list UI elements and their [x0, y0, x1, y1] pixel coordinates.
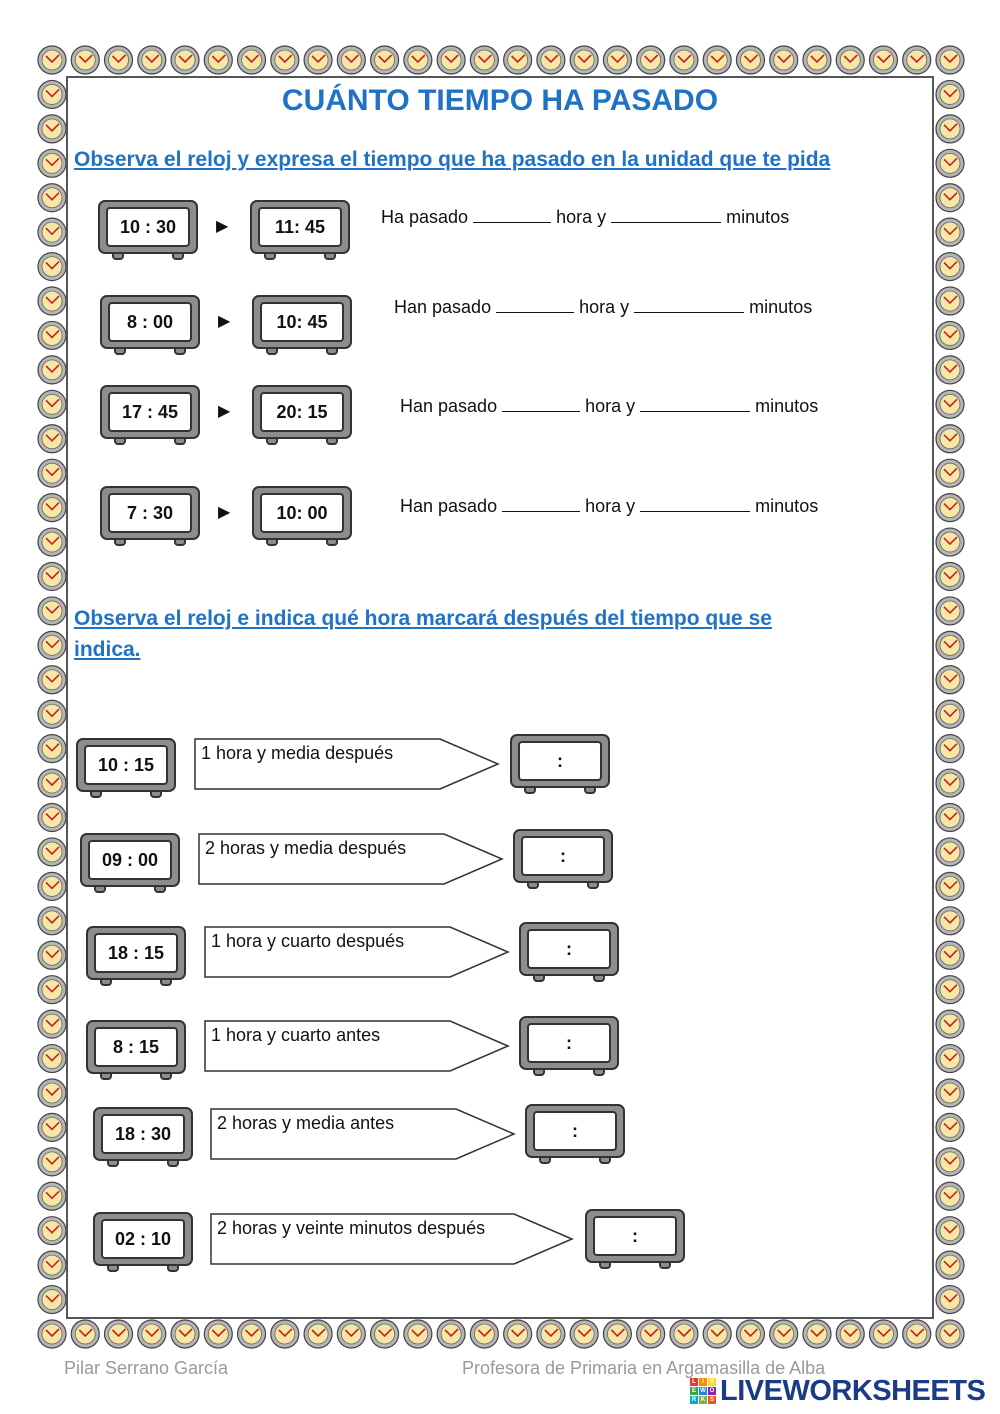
start-clock	[86, 926, 186, 988]
answer-clock[interactable]	[519, 1016, 619, 1078]
time-offset-tag	[194, 738, 500, 790]
border-clock-icon	[770, 1320, 798, 1348]
border-clock-icon	[504, 1320, 532, 1348]
arrow-right-icon: ▶	[216, 218, 229, 235]
border-clock-icon	[869, 1320, 897, 1348]
time-offset-tag	[210, 1108, 516, 1160]
border-clock-icon	[936, 735, 964, 763]
border-clock-icon	[404, 46, 432, 74]
border-clock-icon	[936, 1217, 964, 1245]
border-clock-icon	[337, 46, 365, 74]
minutes-blank[interactable]	[611, 208, 721, 223]
answer-clock[interactable]	[525, 1104, 625, 1166]
end-clock	[252, 486, 352, 548]
border-clock-icon	[38, 1182, 66, 1210]
border-clock-icon	[38, 769, 66, 797]
border-clock-icon	[836, 46, 864, 74]
start-clock	[98, 200, 198, 262]
minutes-blank[interactable]	[634, 298, 744, 313]
start-time: 8 : 15	[94, 1027, 178, 1067]
footer-role: Profesora de Primaria en Argamasilla de Alba	[462, 1358, 826, 1378]
border-clock-icon	[337, 1320, 365, 1348]
border-clock-icon	[38, 631, 66, 659]
border-clock-icon	[936, 459, 964, 487]
border-clock-icon	[803, 1320, 831, 1348]
end-time: 10: 00	[260, 493, 344, 533]
border-clock-icon	[570, 46, 598, 74]
logo-wordmark: LIVEWORKSHEETS	[720, 1374, 986, 1407]
border-clock-icon	[38, 321, 66, 349]
hours-blank[interactable]	[473, 208, 551, 223]
start-clock	[76, 738, 176, 800]
start-clock	[100, 295, 200, 357]
start-clock	[100, 486, 200, 548]
answer-time-input[interactable]: :	[518, 741, 602, 781]
start-clock	[100, 385, 200, 447]
border-clock-icon	[271, 46, 299, 74]
border-clock-icon	[637, 1320, 665, 1348]
end-clock	[250, 200, 350, 262]
start-time: 02 : 10	[101, 1219, 185, 1259]
border-clock-icon	[38, 872, 66, 900]
border-clock-icon	[38, 804, 66, 832]
border-clock-icon	[736, 1320, 764, 1348]
border-clock-icon	[936, 149, 964, 177]
border-clock-icon	[537, 46, 565, 74]
border-clock-icon	[936, 115, 964, 143]
border-clock-icon	[371, 46, 399, 74]
border-clock-icon	[803, 46, 831, 74]
border-clock-icon	[204, 46, 232, 74]
border-clock-icon	[936, 907, 964, 935]
border-clock-icon	[936, 1286, 964, 1314]
border-clock-icon	[936, 838, 964, 866]
border-clock-icon	[38, 838, 66, 866]
border-clock-icon	[936, 1113, 964, 1141]
section2-heading-line2: indica.	[74, 638, 141, 661]
border-clock-icon	[936, 976, 964, 1004]
minutes-blank[interactable]	[640, 497, 750, 512]
border-clock-icon	[38, 459, 66, 487]
border-clock-icon	[38, 149, 66, 177]
border-clock-icon	[936, 631, 964, 659]
border-clock-icon	[38, 1148, 66, 1176]
arrow-right-icon: ▶	[218, 504, 231, 521]
time-offset-label: 1 hora y media después	[201, 743, 394, 763]
start-time: 18 : 30	[101, 1114, 185, 1154]
border-clock-icon	[936, 287, 964, 315]
border-clock-icon	[38, 1113, 66, 1141]
start-time: 09 : 00	[88, 840, 172, 880]
border-clock-icon	[304, 46, 332, 74]
border-clock-icon	[903, 1320, 931, 1348]
border-clock-icon	[371, 1320, 399, 1348]
border-clock-icon	[936, 941, 964, 969]
border-clock-icon	[38, 976, 66, 1004]
border-clock-icon	[38, 1251, 66, 1279]
border-clock-icon	[470, 1320, 498, 1348]
border-clock-icon	[271, 1320, 299, 1348]
start-clock	[93, 1212, 193, 1274]
border-clock-icon	[936, 494, 964, 522]
answer-time-input[interactable]: :	[521, 836, 605, 876]
border-clock-icon	[936, 46, 964, 74]
time-offset-label: 1 hora y cuarto después	[211, 931, 405, 951]
border-clock-icon	[71, 46, 99, 74]
border-clock-icon	[936, 184, 964, 212]
page-title: CUÁNTO TIEMPO HA PASADO	[281, 84, 719, 117]
border-clock-icon	[603, 1320, 631, 1348]
border-clock-icon	[936, 804, 964, 832]
border-clock-icon	[38, 700, 66, 728]
border-clock-icon	[903, 46, 931, 74]
border-clock-icon	[936, 1079, 964, 1107]
border-clock-icon	[304, 1320, 332, 1348]
elapsed-sentence: Han pasado hora y minutos	[400, 496, 819, 516]
end-time: 11: 45	[258, 207, 342, 247]
start-time: 10 : 30	[106, 207, 190, 247]
border-clock-icon	[38, 425, 66, 453]
hours-blank[interactable]	[502, 497, 580, 512]
border-clock-icon	[936, 1251, 964, 1279]
border-clock-icon	[71, 1320, 99, 1348]
start-clock	[93, 1107, 193, 1169]
border-clock-icon	[936, 356, 964, 384]
border-clock-icon	[637, 46, 665, 74]
time-offset-label: 1 hora y cuarto antes	[211, 1025, 381, 1045]
border-clock-icon	[936, 425, 964, 453]
start-time: 18 : 15	[94, 933, 178, 973]
end-time: 20: 15	[260, 392, 344, 432]
border-clock-icon	[603, 46, 631, 74]
time-offset-tag	[204, 926, 510, 978]
border-clock-icon	[38, 907, 66, 935]
answer-time-input[interactable]: :	[593, 1216, 677, 1256]
hours-blank[interactable]	[502, 397, 580, 412]
start-time: 7 : 30	[108, 493, 192, 533]
border-clock-icon	[936, 597, 964, 625]
time-offset-label: 2 horas y media antes	[217, 1113, 395, 1133]
border-clock-icon	[936, 218, 964, 246]
start-clock	[80, 833, 180, 895]
footer-author: Pilar Serrano García	[64, 1358, 229, 1378]
border-clock-icon	[437, 46, 465, 74]
border-clock-icon	[38, 941, 66, 969]
end-time: 10: 45	[260, 302, 344, 342]
logo-grid-icon: L I V E W O R K S	[691, 1379, 715, 1403]
border-clock-icon	[936, 1182, 964, 1210]
border-clock-icon	[38, 1320, 66, 1348]
border-clock-icon	[38, 356, 66, 384]
border-clock-icon	[936, 769, 964, 797]
border-clock-icon	[936, 321, 964, 349]
border-clock-icon	[936, 1045, 964, 1073]
border-clock-icon	[404, 1320, 432, 1348]
section1-heading: Observa el reloj y expresa el tiempo que ha pasado en la unidad que te pida	[74, 148, 831, 171]
answer-clock[interactable]	[585, 1209, 685, 1271]
border-clock-icon	[38, 218, 66, 246]
start-time: 8 : 00	[108, 302, 192, 342]
border-clock-icon	[38, 666, 66, 694]
border-clock-icon	[703, 1320, 731, 1348]
end-clock	[252, 385, 352, 447]
border-clock-icon	[703, 46, 731, 74]
arrow-right-icon: ▶	[218, 403, 231, 420]
liveworksheets-logo	[690, 1374, 985, 1408]
border-clock-icon	[38, 1217, 66, 1245]
hours-blank[interactable]	[496, 298, 574, 313]
border-clock-icon	[936, 253, 964, 281]
answer-clock[interactable]	[519, 922, 619, 984]
border-clock-icon	[38, 46, 66, 74]
border-clock-icon	[105, 46, 133, 74]
time-offset-tag	[198, 833, 504, 885]
answer-time-input[interactable]: :	[527, 1023, 611, 1063]
border-clock-icon	[670, 46, 698, 74]
border-clock-icon	[138, 46, 166, 74]
start-time: 10 : 15	[84, 745, 168, 785]
border-clock-icon	[470, 46, 498, 74]
start-clock	[86, 1020, 186, 1082]
border-clock-icon	[38, 735, 66, 763]
border-clock-icon	[869, 46, 897, 74]
border-clock-icon	[38, 597, 66, 625]
border-clock-icon	[936, 1148, 964, 1176]
time-offset-label: 2 horas y veinte minutos después	[217, 1218, 486, 1238]
border-clock-icon	[936, 1320, 964, 1348]
border-clock-icon	[936, 390, 964, 418]
border-clock-icon	[936, 562, 964, 590]
border-clock-icon	[38, 115, 66, 143]
border-clock-icon	[38, 1045, 66, 1073]
minutes-blank[interactable]	[640, 397, 750, 412]
border-clock-icon	[38, 494, 66, 522]
border-clock-icon	[138, 1320, 166, 1348]
border-clock-icon	[38, 390, 66, 418]
border-clock-icon	[836, 1320, 864, 1348]
elapsed-sentence: Ha pasado hora y minutos	[381, 207, 790, 227]
border-clock-icon	[171, 46, 199, 74]
border-clock-icon	[936, 1010, 964, 1038]
border-clock-icon	[105, 1320, 133, 1348]
border-clock-icon	[204, 1320, 232, 1348]
time-offset-label: 2 horas y media después	[205, 838, 407, 858]
time-offset-tag	[210, 1213, 574, 1265]
border-clock-icon	[736, 46, 764, 74]
elapsed-sentence: Han pasado hora y minutos	[400, 396, 819, 416]
border-clock-icon	[437, 1320, 465, 1348]
border-clock-icon	[936, 872, 964, 900]
border-clock-icon	[38, 562, 66, 590]
answer-clock[interactable]	[513, 829, 613, 891]
border-clock-icon	[770, 46, 798, 74]
border-clock-icon	[238, 46, 266, 74]
border-clock-icon	[38, 1010, 66, 1038]
border-clock-icon	[537, 1320, 565, 1348]
start-time: 17 : 45	[108, 392, 192, 432]
border-clock-icon	[670, 1320, 698, 1348]
border-clock-icon	[38, 528, 66, 556]
border-clock-icon	[238, 1320, 266, 1348]
border-clock-icon	[504, 46, 532, 74]
elapsed-sentence: Han pasado hora y minutos	[394, 297, 813, 317]
end-clock	[252, 295, 352, 357]
border-clock-icon	[570, 1320, 598, 1348]
answer-time-input[interactable]: :	[527, 929, 611, 969]
border-clock-icon	[38, 287, 66, 315]
border-clock-icon	[936, 666, 964, 694]
border-clock-icon	[936, 528, 964, 556]
border-clock-icon	[38, 253, 66, 281]
time-offset-tag	[204, 1020, 510, 1072]
answer-clock[interactable]	[510, 734, 610, 796]
answer-time-input[interactable]: :	[533, 1111, 617, 1151]
section2-heading	[74, 603, 772, 665]
arrow-right-icon: ▶	[218, 313, 231, 330]
border-clock-icon	[38, 1286, 66, 1314]
border-clock-icon	[171, 1320, 199, 1348]
border-clock-icon	[38, 1079, 66, 1107]
border-clock-icon	[936, 700, 964, 728]
border-clock-icon	[38, 184, 66, 212]
section2-heading-line1: Observa el reloj e indica qué hora marcará después del tiempo que se	[74, 607, 772, 630]
